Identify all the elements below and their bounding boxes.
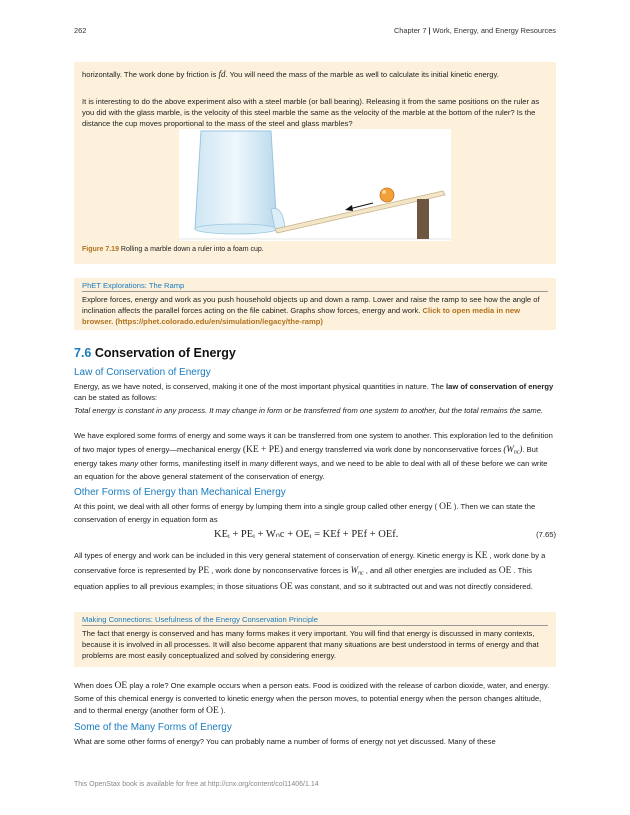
figure-marble-ramp [179,129,451,241]
many-forms-heading: Some of the Many Forms of Energy [74,722,232,733]
other-forms-heading: Other Forms of Energy than Mechanical Energy [74,487,286,498]
section-title: 7.6 Conservation of Energy [74,346,236,360]
chapter-header: Chapter 7 | Work, Energy, and Energy Resources [393,26,556,35]
phet-box [74,278,556,330]
phet-box-title: PhET Explorations: The Ramp [82,280,548,292]
law-statement: Total energy is constant in any process. It may change in form or be transferred from one system to another, but the total remains the same. [74,406,544,415]
equation-7-65 [74,527,556,543]
conservation-equation: KEᵢ + PEᵢ + Wₙc + OEᵢ = KEf + PEf + OEf. [214,529,399,540]
exercise-paragraph-2: It is interesting to do the above experiment also with a steel marble (or ball bearing). Releasing it from the same positions on the ruler as you did with the glass marble, is the velocity of this steel marble the same as the velocity of the marble at the bottom of the ruler? Is the distance the cup moves proportional to the mass of the steel and glass marbles? [82,97,540,128]
law-paragraph-1: Energy, as we have noted, is conserved, making it one of the most important physical quantities in nature. The law of conservation of energy can be stated as follows: [74,382,554,402]
equation-number: (7.65) [536,530,556,539]
other-forms-paragraph-1: At this point, we deal with all other forms of energy by lumping them into a single group called other energy ( OE ). Then we can state the conservation of energy in equation form as [74,502,536,524]
marble [380,188,394,202]
connections-box-title: Making Connections: Usefulness of the Energy Conservation Principle [82,614,548,626]
page-number: 262 [74,26,87,35]
figure-caption: Figure 7.19 Rolling a marble down a ruler into a foam cup. [82,246,264,253]
role-paragraph: When does OE play a role? One example occurs when a person eats. Food is oxidized with the release of carbon dioxide, water, and energy. Some of this chemical energy is converted to kinetic energy when the person moves, to potential energy when the person changes altitude, and to thermal energy (another form of OE ). [74,681,550,716]
phet-box-body: Explore forces, energy and work as you push household objects up and down a ramp. Lower and raise the ramp to see how the angle of inclination affects the parallel forces acting on the file cabinet. Graphs show forces, energy and work. Click to open media in new browser. (https://phet.colorado.edu/en/simulation/legacy/the-ramp) [82,295,540,326]
foam-cup [195,131,277,229]
marble-ramp-illustration [179,129,451,241]
exercise-box [74,62,556,264]
phet-link[interactable]: Click to open media in new browser. (https://phet.colorado.edu/en/simulation/legacy/the-ramp) [82,306,520,326]
page-footer: This OpenStax book is available for free at http://cnx.org/content/col11406/1.14 [74,781,319,788]
law-paragraph-2: We have explored some forms of energy and some ways it can be transferred from one system to another. This exploration led to the definition of two major types of energy—mechanical energy (KE + PE) and energy transferred via work done by nonconservative forces $(W_{nc})$. But energy takes many other forms, manifesting itself in many different ways, and we need to be able to deal with all of these before we can write an equation for the above general statement of the conservation of energy. [74,431,553,481]
other-forms-paragraph-2: All types of energy and work can be included in this very general statement of conservation of energy. Kinetic energy is KE , work done by a conservative force is represented by PE , work done by nonconservative forces is $W_{nc}$ , and all other energies are included as OE . This equation applies to all previous examples; in those situations OE was constant, and so it subtracted out and was not directly considered. [74,551,546,593]
page-header [74,25,556,37]
law-heading: Law of Conservation of Energy [74,367,211,378]
connections-box [74,612,556,667]
support-block [417,199,429,239]
many-forms-paragraph: What are some other forms of energy? You can probably name a number of forms of energy not yet discussed. Many of these [74,737,496,746]
exercise-paragraph-1: horizontally. The work done by friction is fd. You will need the mass of the marble as well to calculate its initial kinetic energy. [82,69,499,79]
connections-box-body: The fact that energy is conserved and has many forms makes it very important. You will find that energy is discussed in many contexts, because it is involved in all processes. It will also become apparent that many situations are best understood in terms of energy and that problems are most easily conceptualized and solved by considering energy. [82,629,539,660]
